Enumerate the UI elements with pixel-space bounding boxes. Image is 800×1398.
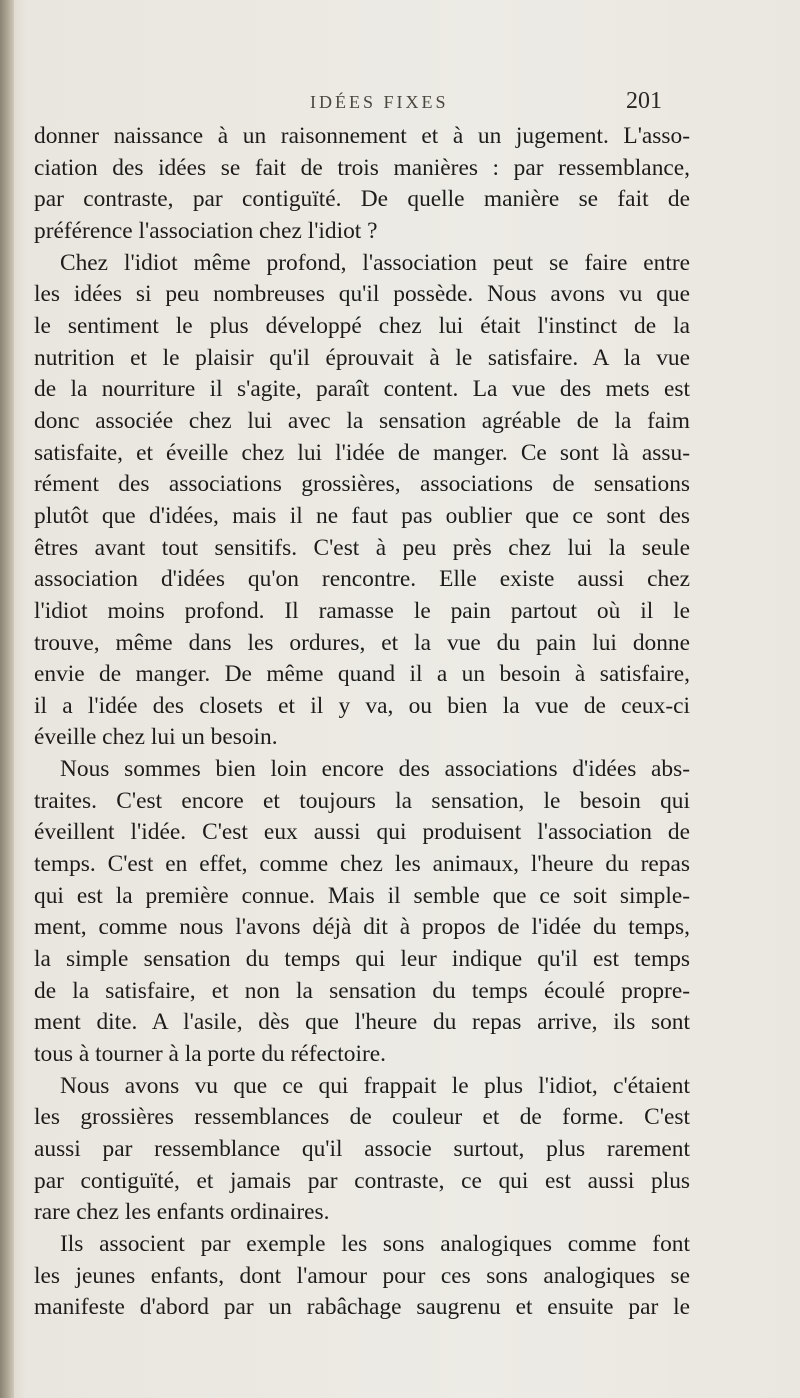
text-line: temps. C'est en effet, comme chez les animaux, l'heure du repas [34,851,690,878]
text-line: ment dite. A l'asile, dès que l'heure du repas arrive, ils sont [34,1009,690,1036]
text-line: donner naissance à un raisonnement et à un jugement. L'asso- [34,123,690,149]
paragraph-start-line: Ils associent par exemple les sons analogiques comme font [60,1230,690,1257]
text-line: éveillent l'idée. C'est eux aussi qui produisent l'association de [34,819,690,846]
text-line: êtres avant tout sensitifs. C'est à peu près chez lui la seule [34,534,690,561]
paragraph-start-line: Nous sommes bien loin encore des associations d'idées abs- [60,756,690,783]
text-line: satisfaite, et éveille chez lui l'idée de manger. Ce sont là assu- [34,439,690,466]
text-line: il a l'idée des closets et il y va, ou bien la vue de ceux-ci [34,692,690,719]
text-line: tous à tourner à la porte du réfectoire. [34,1041,387,1068]
text-line: l'idiot moins profond. Il ramasse le pain partout où il le [34,597,690,624]
page-number: 201 [626,88,662,114]
text-line: association d'idées qu'on rencontre. Elle existe aussi chez [34,566,690,593]
text-line: traites. C'est encore et toujours la sensation, le besoin qui [34,787,690,814]
text-line: aussi par ressemblance qu'il associe surtout, plus rarement [34,1136,690,1162]
text-line: donc associée chez lui avec la sensation agréable de la faim [34,407,690,434]
text-line: les idées si peu nombreuses qu'il possède. Nous avons vu que [34,281,690,308]
page-header [0,88,800,118]
text-line: ciation des idées se fait de trois manières : par ressemblance, [34,154,690,181]
text-line: trouve, même dans les ordures, et la vue du pain lui donne [34,629,690,656]
text-line: envie de manger. De même quand il a un besoin à satisfaire, [34,661,690,688]
text-line: par contiguïté, et jamais par contraste, ce qui est aussi plus [34,1167,690,1194]
text-line: nutrition et le plaisir qu'il éprouvait à le satisfaire. A la vue [34,344,690,371]
text-line: la simple sensation du temps qui leur indique qu'il est temps [34,946,690,973]
text-line: manifeste d'abord par un rabâchage saugrenu et ensuite par le [34,1294,690,1321]
text-line: les grossières ressemblances de couleur et de forme. C'est [34,1104,690,1131]
text-line: qui est la première connue. Mais il semble que ce soit simple- [34,882,690,909]
text-line: par contraste, par contiguïté. De quelle manière se fait de [34,186,690,213]
text-line: éveille chez lui un besoin. [34,724,278,751]
text-line: rément des associations grossières, associations de sensations [34,471,690,498]
text-line: rare chez les enfants ordinaires. [34,1199,330,1226]
text-line: de la nourriture il s'agite, paraît content. La vue des mets est [34,376,690,403]
text-line: plutôt que d'idées, mais il ne faut pas oublier que ce sont des [34,502,690,529]
text-line: de la satisfaire, et non la sensation du temps écoulé propre- [34,977,690,1004]
page-binding-shadow [0,0,14,1398]
running-title: IDÉES FIXES [310,92,449,112]
paragraph-start-line: Chez l'idiot même profond, l'association peut se faire entre [60,249,690,276]
text-line: les jeunes enfants, dont l'amour pour ces sons analogiques se [34,1262,690,1289]
text-line: préférence l'association chez l'idiot ? [34,217,378,244]
paragraph-start-line: Nous avons vu que ce qui frappait le plus l'idiot, c'étaient [60,1072,690,1099]
body-text [34,121,690,1324]
text-line: ment, comme nous l'avons déjà dit à propos de l'idée du temps, [34,914,690,941]
text-line: le sentiment le plus développé chez lui était l'instinct de la [34,312,690,339]
